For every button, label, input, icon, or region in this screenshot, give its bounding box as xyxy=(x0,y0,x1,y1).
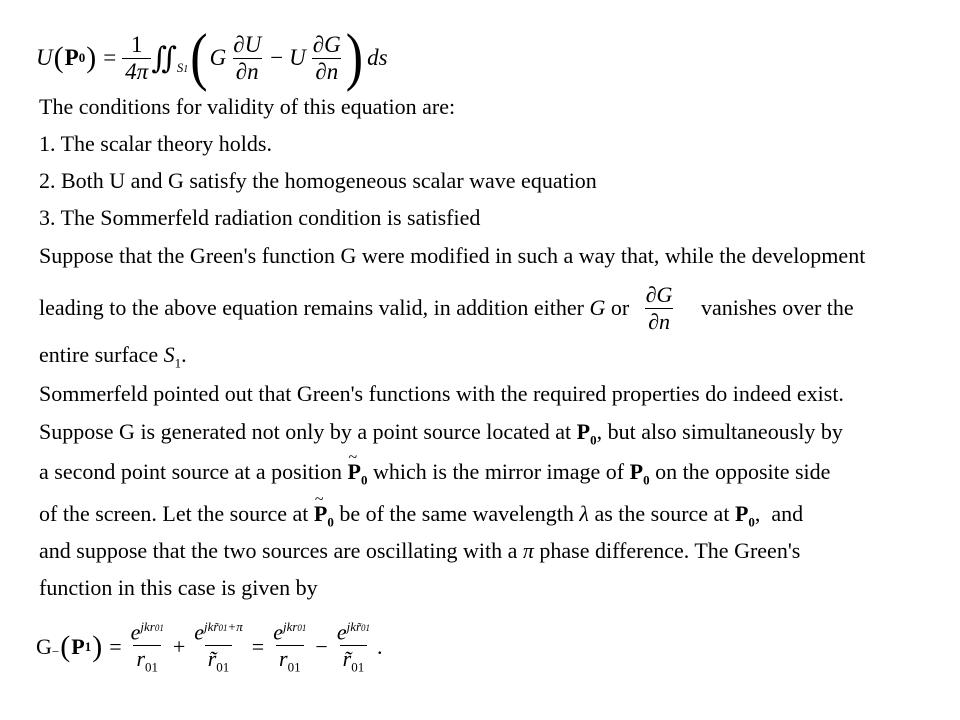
eq1-minus: − xyxy=(270,45,284,70)
text-line-4: 3. The Sommerfeld radiation condition is satisfied xyxy=(39,205,481,230)
double-integral-sign: ∬ xyxy=(151,41,177,75)
text-line-6: leading to the above equation remains valid, in addition either G or $\frac{\partial G}{\partial n}$ vanishes over the xyxy=(39,281,854,334)
text-line-8: Sommerfeld pointed out that Green's functions with the required properties do indeed exist. xyxy=(39,381,844,406)
eq2-term-2: $\frac{e^{jkr̃01+\pi}}{r̃_{01}}$ xyxy=(191,614,246,681)
text-line-1: The conditions for validity of this equation are: xyxy=(39,94,456,119)
eq1-coefficient: $\frac{1}{4\pi}$ xyxy=(122,32,151,85)
eq1-lhs-fn: U xyxy=(36,45,53,70)
eq1-lhs-arg: P xyxy=(64,45,79,70)
eq1-dU-dn: $\frac{\partial U}{\partial n}$ xyxy=(233,31,262,84)
text-line-3: 2. Both U and G satisfy the homogeneous scalar wave equation xyxy=(39,168,597,193)
eq1-equals: = xyxy=(103,45,117,70)
text-line-2: 1. The scalar theory holds. xyxy=(39,131,272,156)
eq2-lhs: G xyxy=(36,634,52,659)
eq2-term-3: $\frac{e^{jkr01}}{r_{01}}$ xyxy=(270,614,309,681)
text-line-12: and suppose that the two sources are oscillating with a π phase difference. The Green's xyxy=(39,538,801,563)
eq2-term-4: $\frac{e^{jkr̃01}}{r̃_{01}}$ xyxy=(334,614,373,681)
mirror-source-P0-tilde: ~ P xyxy=(348,459,361,485)
dG-dn-fraction: $\frac{\partial G}{\partial n}$ xyxy=(645,281,673,334)
eq1-ds: ds xyxy=(367,45,388,70)
text-line-10: a second point source at a position ~ $P_0$ which is the mirror image of $P_0$ on the opposite side xyxy=(39,459,830,493)
eq1-dG-dn: $\frac{\partial G}{\partial n}$ xyxy=(312,31,341,84)
greens-function-equation: G $_-$ ( P 1 ) = $\frac{e^{jkr01}}{r_{01}}$ + $\frac{e^{jkr̃01+\pi}}{r̃_{01}}$ = $\frac{e^{jkr01}}{r_{01}}$ − $\frac{e^{jkr̃01}}{r̃_{01}}$ . xyxy=(36,612,383,682)
eq1-U: U xyxy=(289,45,306,70)
text-line-13: function in this case is given by xyxy=(39,575,318,600)
text-line-7: entire surface $S_1$. xyxy=(39,342,187,371)
eq2-term-1: $\frac{e^{jkr01}}{r_{01}}$ xyxy=(128,614,167,681)
kirchhoff-integral-equation: U ( P 0 ) = $\frac{1}{4\pi}$ ∬ $_{S1}$ ( G $\frac{\partial U}{\partial n}$ − U $\frac{\partial G}{\partial n}$ ) ds xyxy=(36,21,388,93)
text-line-5: Suppose that the Green's function G were modified in such a way that, while the development xyxy=(39,243,866,268)
text-line-9: Suppose G is generated not only by a point source located at $P_0$, but also simultaneously by xyxy=(39,419,843,448)
text-line-11: of the screen. Let the source at ~ $P_0$ be of the same wavelength λ as the source at $P_0$, and xyxy=(39,501,803,535)
eq1-G: G xyxy=(209,45,227,70)
